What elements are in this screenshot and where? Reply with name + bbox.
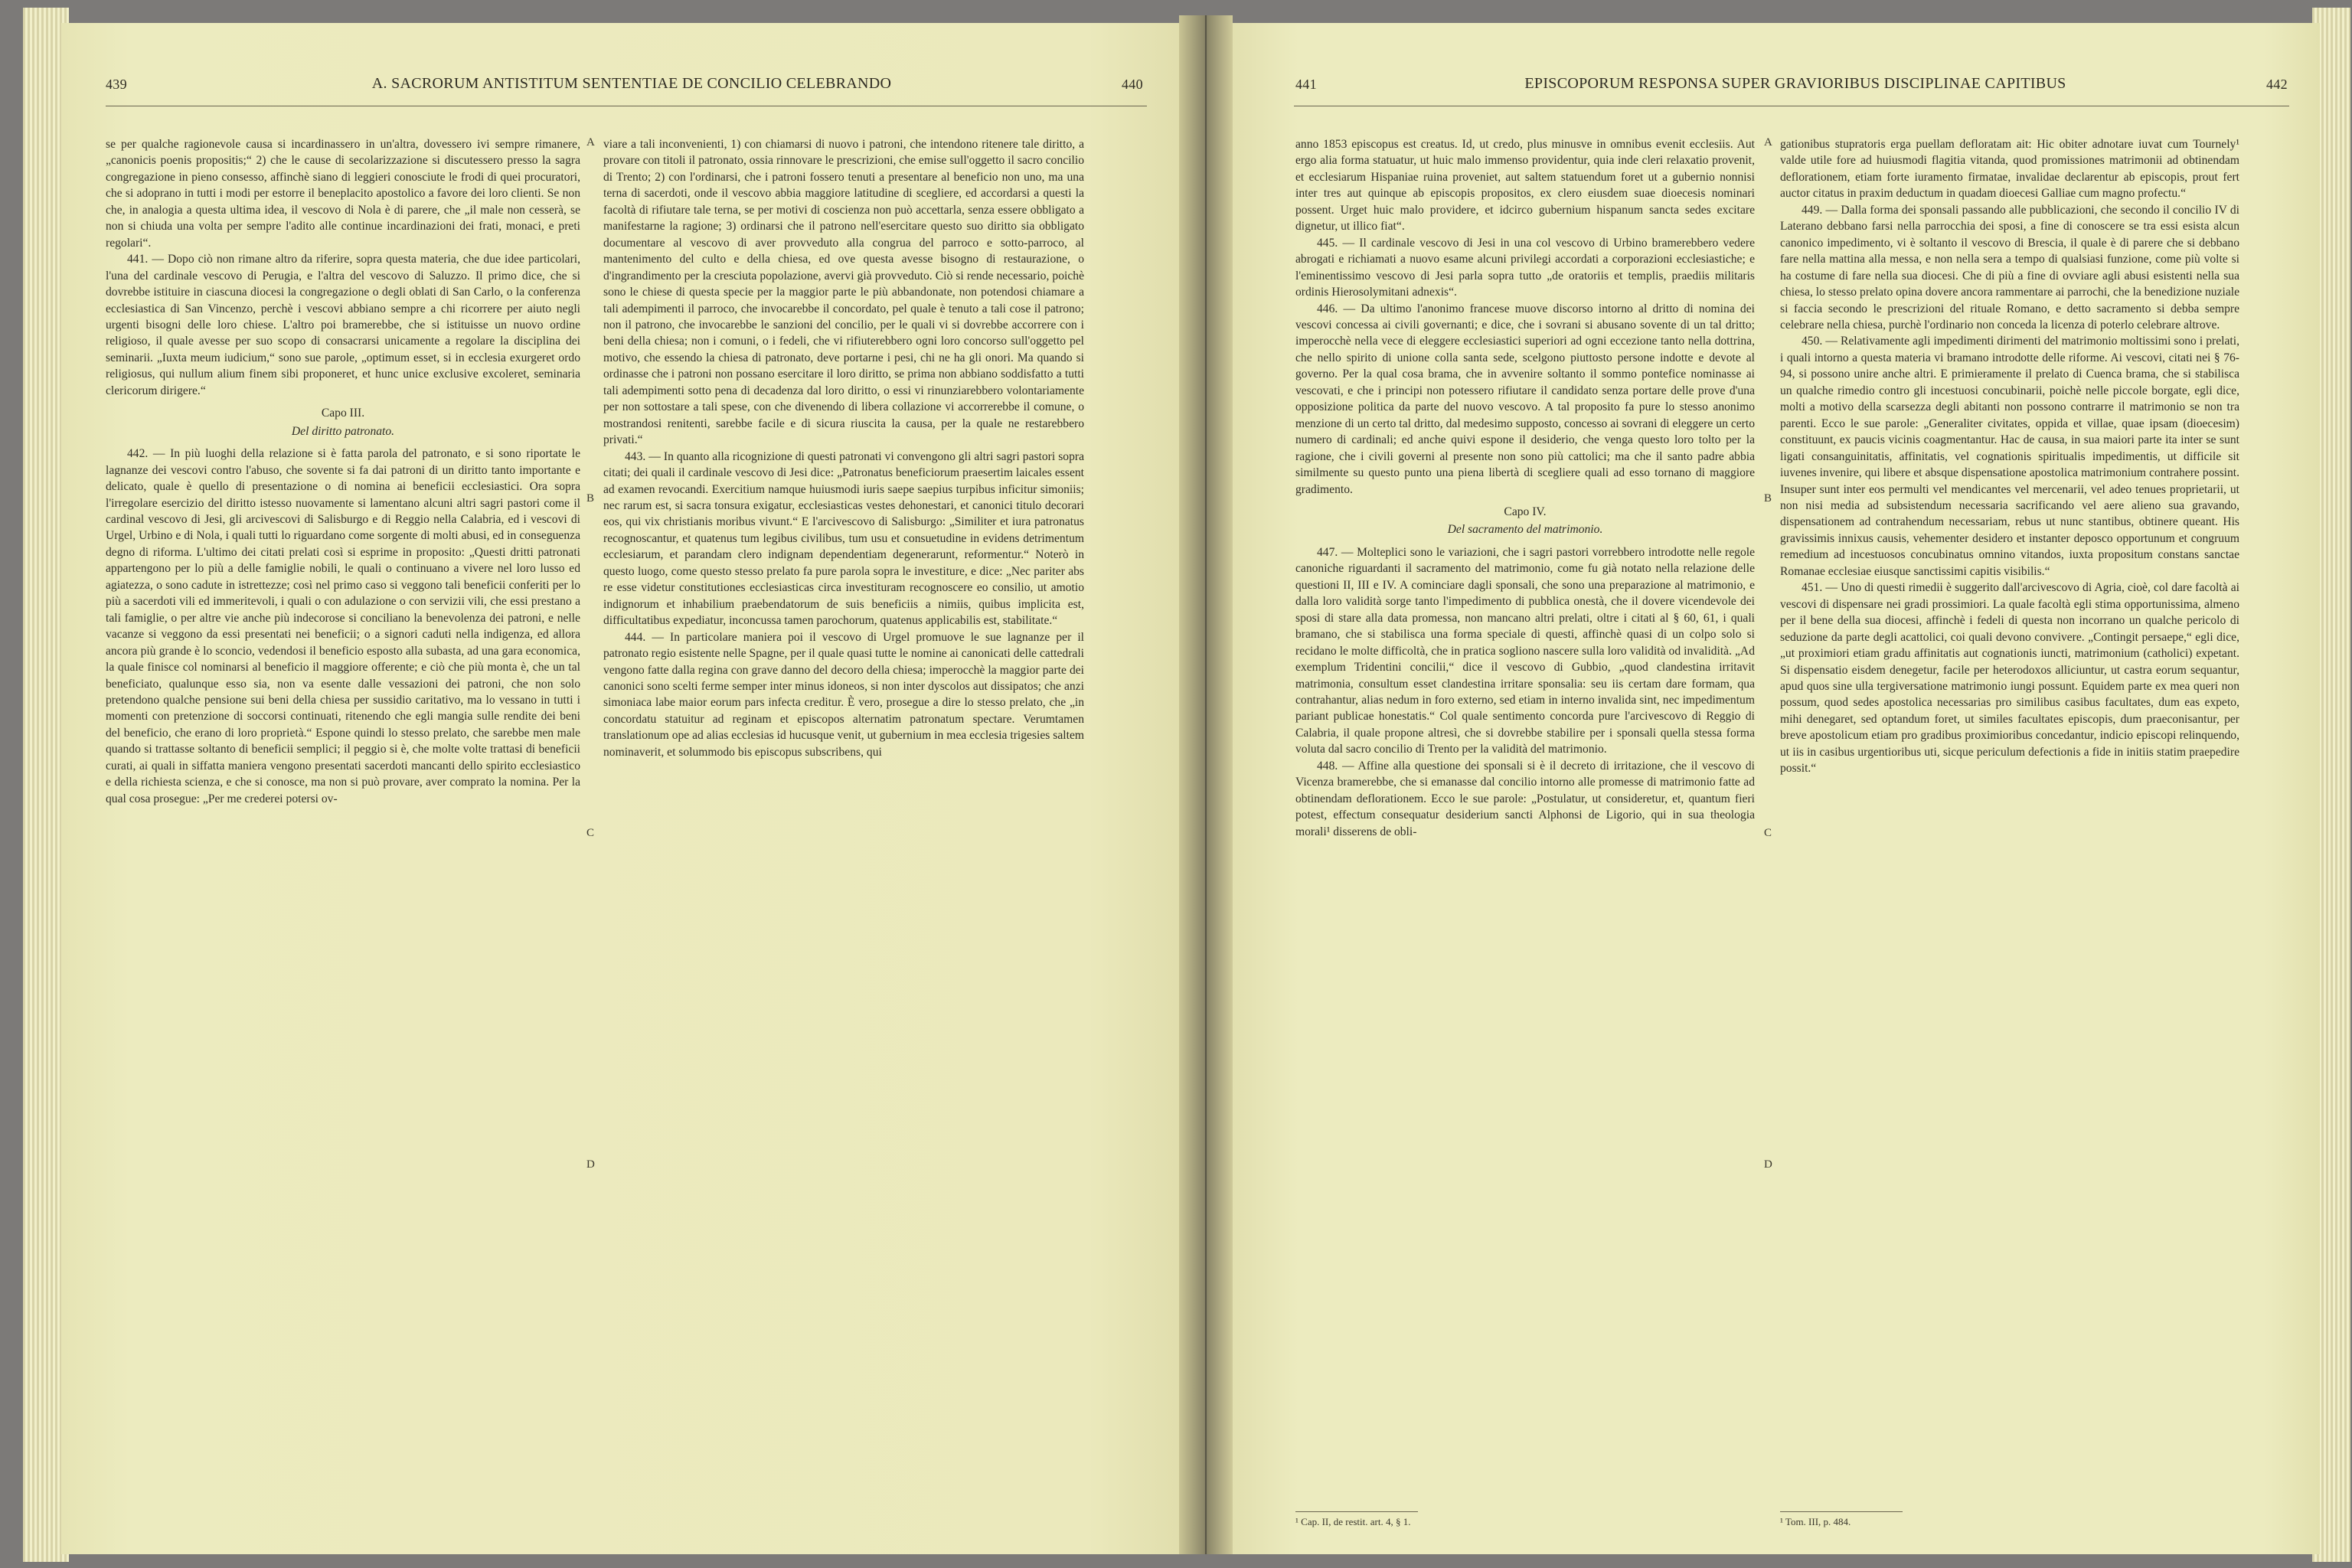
left-page-column-b bbox=[603, 136, 1084, 760]
paragraph: gationibus stupratoris erga puellam defloratam ait: Hic obiter adnotare iuvat cum Tournely¹ valde utile fore ad huiusmodi flagitia vitanda, quod promissiones matrimonii ad obtinendam deflorationem, etiam forte iuramento firmatae, invalidae declarentur ab episcopis, prout fert auctor citatus in praxim deductum in quadam dioecesi Galliae cum magno profectu.“ bbox=[1780, 138, 2239, 201]
chapter-subtitle-4: Del sacramento del matrimonio. bbox=[1447, 523, 1603, 537]
right-page bbox=[1210, 23, 2320, 1554]
footnote-right: ¹ Tom. III, p. 484. bbox=[1780, 1516, 1851, 1527]
footnote-left: ¹ Cap. II, de restit. art. 4, § 1. bbox=[1295, 1516, 1411, 1527]
paragraph-451: 451. — Uno di questi rimedii è suggerito dall'arcivescovo di Agria, cioè, col dare facoltà ai vescovi di dispensare nei gradi prossimiori. La quale facoltà egli stima opportunissima, almeno per il bene della sua diocesi, affinchè i fedeli di questa non incorrano un qualche pericolo di seduzione da parte degli acattolici, coi quali devono convivere. „Contingit persaepe,“ egli dice, „ut proximiori etiam gradu affinitatis aut cognationis iuncti, matrimonium (catholici) expetant. Si dispensatio eisdem denegetur, facile per heterodoxos alliciuntur, ut castra eorum sequantur, apud quos sine ulla tergiversatione matrimonio iungi possunt. Equidem parte ex mea queri non possum, quod sedes apostolica necessarias pro similibus casibus facultates, dum eas expeto, mihi denegaret, sed optandum foret, ut similes facultates episcopis, dum praeconisantur, per breve apostolicum etiam pro gradibus proximioribus concedantur, indicio episcopi relinquendo, ut iis in casibus urgentioribus uti, sicque periculum defectionis a fide in initiis statim praepedire possit.“ bbox=[1780, 581, 2239, 776]
running-title-left: A. SACRORUM ANTISTITUM SENTENTIAE DE CONCILIO CELEBRANDO bbox=[371, 75, 892, 92]
paragraph-450: 450. — Relativamente agli impedimenti dirimenti del matrimonio moltissimi sono i prelati, i quali intorno a questa materia vi bramano introdotte delle riforme. Ai vescovi, citati nei § 76-94, si possono unire anche altri. E primieramente il prelato di Cuenca brama, che si stabilisca un qualche rimedio contro gli incestuosi concubinarii, poichè nelle piccole borgate, egli dice, molti a motivo della scarsezza degli abitanti non possono contrarre il matrimonio se non tra parenti. Ecco le sue parole: „Generaliter civitates, oppida et villae, quae ipsam (dioecesim) constituunt, ex paucis vicinis coagmentantur. Hac de causa, in sua maiori parte ita inter se sunt ligati consanguinitatis, affinitatis, vel cognationis spiritualis impedimentis, ut difficile sit iuvenes invenire, qui libere et absque dispensatione apostolica matrimonium contrahere possint. Insuper sunt inter eos permulti vel mendicantes vel mercenarii, vel adeo tenues proprietarii, ut non nisi media ad subsistendum necessaria sacrificando vel aere alieno sua gravando, dispensationem ad contrahendum necessariam, rebus ut nunc stantibus, obtinere queant. His gravissimis innixus causis, vehementer desidero et instanter deposco opportunum et congruum remedium ad incestuosos concubinatus omnino vitandos, iuxta propositum constans sanctae Romanae ecclesiae eiusque sanctissimi capitis visibilis.“ bbox=[1780, 335, 2239, 578]
right-page-column-a bbox=[1295, 136, 1755, 840]
margin-marker-d: D bbox=[1764, 1158, 1772, 1171]
paragraph-448: 448. — Affine alla questione dei sponsali si è il decreto di irritazione, che il vescovo di Vicenza bramerebbe, che si emanasse dal concilio intorno alle promesse di matrimonio fatte ad obtinendam deflorationem. Ecco le sue parole: „Postulatur, ut consideretur, et, quantum fieri potest, effectum consequatur desiderium sancti Alphonsi de Ligorio, qui in sua theologia morali¹ disserens de obli- bbox=[1295, 759, 1755, 838]
margin-marker-a: A bbox=[586, 136, 595, 149]
running-title-right: EPISCOPORUM RESPONSA SUPER GRAVIORIBUS DISCIPLINAE CAPITIBUS bbox=[1524, 75, 2066, 92]
margin-marker-d: D bbox=[586, 1158, 595, 1171]
page-number-440: 440 bbox=[1122, 77, 1143, 92]
margin-marker-b: B bbox=[1764, 492, 1772, 505]
book-spread bbox=[23, 0, 2343, 1568]
chapter-heading-3: Capo III. bbox=[321, 407, 365, 420]
left-page-column-a bbox=[106, 136, 580, 807]
page-number-439: 439 bbox=[106, 77, 127, 92]
left-page bbox=[61, 23, 1202, 1554]
margin-marker-c: C bbox=[1764, 827, 1772, 839]
right-page-column-b bbox=[1780, 136, 2239, 777]
margin-marker-b: B bbox=[586, 492, 595, 505]
page-number-441: 441 bbox=[1295, 77, 1317, 92]
chapter-heading-4: Capo IV. bbox=[1504, 505, 1547, 518]
footnote-rule-right bbox=[1780, 1511, 1903, 1512]
paragraph-441: 441. — Dopo ciò non rimane altro da riferire, sopra questa materia, che due idee particolari, l'una del cardinale vescovo di Perugia, e l'altra del vescovo di Saluzzo. Il primo dice, che si dovrebbe istituire in ciascuna diocesi la congregazione o degli oblati di San Carlo, o la conferenza ecclesiastica di San Vincenzo, perchè i vescovi abbiano sempre a chi ricorrere per aiuto negli urgenti bisogni delle loro chiese. L'altro poi bramerebbe, che si istituisse un nuovo ordine religioso, il quale avesse per suo scopo di consacrarsi unicamente a regolare la disciplina dei seminarii. „Iuxta meum iudicium,“ sono sue parole, „optimum esset, si in ecclesia exurgeret ordo religiosus, qui nullum alium finem sibi proponeret, et hunc unice exclusive excoleret, seminaria clericorum dirigere.“ bbox=[106, 253, 580, 397]
margin-marker-a: A bbox=[1764, 136, 1772, 149]
paragraph-445: 445. — Il cardinale vescovo di Jesi in una col vescovo di Urbino bramerebbero vedere abrogati e richiamati a nuovo esame alcuni privilegi accordati a corporazioni ecclesiastiche; e l'eminentissimo vescovo di Jesi parla sopra tutto „de oratoriis et templis, praediis militaris ordinis Hierosolymitani adnexis“. bbox=[1295, 236, 1755, 299]
page-number-442: 442 bbox=[2266, 77, 2288, 92]
paragraph-444: 444. — In particolare maniera poi il vescovo di Urgel promuove le sue lagnanze per il patronato regio esistente nelle Spagne, per il quale quasi tutte le nomine ai canonicati delle cattedrali vengono fatte dalla regina con grave danno del decoro della chiesa; imperocchè la maggior parte dei canonici sono scelti ferme semper inter minus idoneos, si non inter dyscolos aut dissipatos; che anzi simoniaca labe maior eorum pars infecta creditur. È vero, prosegue a dire lo stesso prelato, che „in concordatu statuitur ad reginam et episcopos alternatim patronatum spectare. Verumtamen translationum ope ad alias ecclesias id hucusque venit, ut gubernium in mea ecclesia trigesies saltem nominaverit, et solummodo bis episcopus subscribens, qui bbox=[603, 630, 1084, 759]
paragraph: se per qualche ragionevole causa si incardinassero in un'altra, dovessero ivi sempre rimanere, „canonicis poenis propositis;“ 2) che le cause di secolarizzazione si discutessero presso la sagra congregazione in pieno consesso, affinchè siano di leggieri conosciute le frodi di quei procuratori, che si adoprano in tutti i modi per estorre il beneplacito apostolico a favore dei loro clienti. Se non che, in analogia a questa ultima idea, il vescovo di Nola è di parere, che „il male non cesserà, se non si chiuda una volta per sempre l'adito alle continue incardinazioni dei frati, monaci, e preti regolari“. bbox=[106, 138, 580, 250]
paragraph: anno 1853 episcopus est creatus. Id, ut credo, plus minusve in omnibus evenit ecclesiis. Aut ergo alia forma statuatur, ut huic malo immenso providentur, quia inde cleri relaxatio provenit, et ecclesiarum Hispaniae ruina proveniet, aut saltem statuendum foret ut a gubernio nonnisi inter tres aut quinque ab episcopis propositos, ex clero eiusdem suae dioecesis nominari possent. Urget huic malo providere, et idcirco gubernium hispanum sancta sedes excitare dignetur, ut illico fiat“. bbox=[1295, 138, 1755, 234]
left-page-header bbox=[61, 72, 1202, 103]
paragraph-443: 443. — In quanto alla ricognizione di questi patronati vi convengono gli altri sagri pastori sopra citati; dei quali il cardinale vescovo di Jesi dice: „Patronatus beneficiorum praesertim laicales essent ad examen revocandi. Exercitium namque huiusmodi iuris saepe saepius turpibus inficitur simoniis; nec rarum est, si sacra tonsura exigatur, ecclesiasticas vestes dehonestari, et canonici titulo decorari eos, qui vix christianis moribus vivunt.“ E l'arcivescovo di Salisburgo: „Similiter et iura patronatus recognoscantur, et quatenus tum legibus civilibus, tum usu et consuetudine in evidens detrimentum ecclesiarum, et parandam clero indignam dependentiam degenerarunt, reformentur.“ Noterò in questo luogo, come questo stesso prelato fa pure parola sopra le investiture, e dice: „Nec pariter abs re esse videtur constitutiones ecclesiasticas circa investituram recognoscere eo consilio, ut amotio indignorum et inhabilium praebendatorum de suis beneficiis a nimiis, quibus implicita est, difficultatibus expediatur, inconcussa tamen parochorum, quatenus applicabilis est, stabilitate.“ bbox=[603, 449, 1084, 628]
footnote-rule-left bbox=[1295, 1511, 1418, 1512]
paragraph-447: 447. — Molteplici sono le variazioni, che i sagri pastori vorrebbero introdotte nelle regole canoniche riguardanti il sacramento del matrimonio, come fu già notato nella relazione delle questioni II, III e IV. A cominciare dagli sponsali, che sono una preparazione al matrimonio, e dalla loro validità sorge tanto l'impedimento di pubblica onestà, che il dovere vicendevole dei sposi di stare alla data promessa, non mancano altri prelati, oltre i citati al § 60, 61, i quali bramano, che si stabilisca una forma speciale di questi, affinchè quasi di un colpo solo si recidano le molte difficoltà, che in pratica sogliono nascere sulla loro validità od invalidità. „Ad exemplum Tridentini concilii,“ dice il vescovo di Gubbio, „quod clandestina irritavit matrimonia, consultum esset clandestina irritare sponsalia: seu iis certam dare formam, qua contrahantur, alias nedum in foro externo, sed etiam in interno invalida sint, nec impedimentum pariant publicae honestatis.“ Col quale sentimento concorda pure l'arcivescovo di Reggio di Calabria, il quale propone altresì, che si dovrebbe stabilire per i sponsali quella stessa forma voluta dal sacro concilio di Trento per la validità del matrimonio. bbox=[1295, 545, 1755, 756]
paragraph-449: 449. — Dalla forma dei sponsali passando alle pubblicazioni, che secondo il concilio IV di Laterano debbano farsi nella parrocchia dei sposi, a fine di conoscere se tra essi esista alcun canonico impedimento, vi è soltanto il vescovo di Brescia, il quale è di parere che si debbano fare nella mattina alla messa, e non nella sera a tempo di qualsiasi funzione, come più volte si ha costume di fare nella sua diocesi. Che di più a fine di ovviare agli abusi esistenti nella sua chiesa, lo stesso prelato opina dovere ancora rammentare ai parrochi, che la benedizione nuziale si faccia secondo le prescrizioni del rituale Romano, e detto sacramento si debba sempre celebrare nella chiesa, purchè l'ordinario non conceda la licenza di poterlo celebrare altrove. bbox=[1780, 203, 2239, 332]
paragraph-442: 442. — In più luoghi della relazione si è fatta parola del patronato, e si sono riportate le lagnanze dei vescovi contro l'abuso, che sovente si fa dai patroni di un diritto tanto importante e delicato, quale è quello di presentazione o di nomina ai beneficii ecclesiastici. Ora sopra l'irregolare esercizio del diritto istesso nuovamente si lamentano alcuni altri sagri pastori come il cardinal vescovo di Jesi, gli arcivescovi di Salisburgo e di Reggio nella Calabria, ed i vescovi di Urgel, Urbino e di Nola, i quali tutti lo riguardano come sorgente di molti abusi, ed in conseguenza degno di riforma. L'ultimo dei citati prelati così si esprime in proposito: „Questi dritti patronati appartengono per lo più a delle famiglie nobili, le quali o continuano a vivere nel loro lusso ed agiatezza, o sono cadute in istrettezze; così nel primo caso si veggono tali beneficii conferiti per lo più a sacerdoti vili ed immeritevoli, i quali o con adulazione o con servizii vili, che essi prestano a tali famiglie, o per altre vie anche più indecorose si conciliano la benevolenza dei patroni, e nelle vacanze si veggono da essi presentati nei beneficii; o a signori caduti nella indigenza, ed allora ancora più grande è lo sconcio, vedendosi il beneficio esposto alla subasta, ad una gara economica, la quale finisce col nominarsi al beneficio il maggiore offerente; e ciò che più monta è, che un tal beneficiato, qualunque esso sia, non va esente dalle vessazioni dei patroni, che non solo pretendono qualche pensione sui beni della chiesa per sussidio caritativo, ma lo vessano in tutti i momenti con pretenzione di soccorsi continuati, ritenendo che egli mangia sulle rendite dei beni del beneficio, che erano di loro proprietà.“ Espone quindi lo stesso prelato, che sarebbe men male quando si trattasse soltanto di beneficii semplici; il peggio si è, che molte volte trattasi di beneficii curati, ai quali in siffatta maniera vengono presentati sacerdoti mancanti dello spirito ecclesiastico e della richiesta scienza, e che si conosce, ma non si può provare, aver comprato la nomina. Per la qual cosa prosegue: „Per me crederei potersi ov- bbox=[106, 447, 580, 805]
chapter-subtitle-3: Del diritto patronato. bbox=[291, 424, 395, 438]
book-gutter bbox=[1179, 15, 1233, 1554]
margin-marker-c: C bbox=[586, 827, 595, 839]
paragraph: viare a tali inconvenienti, 1) con chiamarsi di nuovo i patroni, che intendono ritenere tale diritto, a provare con titoli il patronato, ossia rinnovare le prescrizioni, che emise sull'oggetto il sacro concilio di Trento; 2) con l'ordinarsi, che i patroni fossero tenuti a presentare al beneficio non uno, ma una terna di sacerdoti, onde il vescovo abbia maggiore latitudine di scegliere, ed accordarsi a questi la facoltà di rifiutare tale terna, se per motivi di coscienza non può accettarla, senza essere obbligato a manifestarne la ragione; 3) ordinarsi che il patrono nell'esercitare questo suo diritto sia obbligato documentare al vescovo di aver provveduto alla congrua del parroco e sotto-parroco, al mantenimento del culto e della chiesa, ed ove questa avesse bisogno di restaurazione, o d'ingrandimento per la cresciuta popolazione, avervi già provveduto. Ciò si rende necessario, poichè sono le chiese di questa specie per la maggior parte le più abbandonate, non potendosi chiamare a tali adempimenti il parroco, che invocarebbe il concordato, pel quale è tenuto a tali cose il patrono; non il patrono, che invocarebbe le sanzioni del concilio, per le quali vi si dovrebbe accorrere con i beni della chiesa; non i comuni, o i fedeli, che vi rifiuterebbero ogni loro concorso sull'oggetto pel motivo, che essendo la chiesa di patronato, deve portarne i pesi, chi ne ha gli onori. Ma quando si ordinasse che i patroni non possano esercitare il loro diritto, se prima non abbiano soddisfatto a tutti tali adempimenti sotto pena di decadenza dal loro diritto, o essi vi rinunziarebbero volontariamente per non sottostare a tali spese, con che divenendo di libera collazione vi accorrerebbe il comune, o mostrandosi renitenti, sarebbe facile e di sicura riuscita la causa, per la quale ne restarebbero privati.“ bbox=[603, 138, 1084, 447]
paragraph-446: 446. — Da ultimo l'anonimo francese muove discorso intorno al dritto di nomina dei vescovi concessa ai civili governanti; e dice, che i sovrani si abusano sovente di un tal dritto; imperocchè nella vece di eleggere ecclesiastici superiori ad ogni eccezione tanto nella dottrina, che nello spirito di unione colla santa sede, scelgono piuttosto persone indotte e devote al governo. Per la qual cosa brama, che in avvenire soltanto il sommo pontefice nominasse ai vescovati, e che i principi non potessero rifiutare il candidato senza portare delle prove d'una opposizione politica da parte del nuovo vescovo. A tal proposito fa pure lo stesso anonimo menzione di un certo tal dritto, dal medesimo supposto, concesso ai sovrani di eleggere un certo numero di cardinali; ed anche quivi espone il desiderio, che venga questo loro tolto per la ragione, che i civili governi al presente non sono più cattolici; ma che il santo padre abbia similmente su questo punto una piena libertà di scegliere quali ad esso tornano di maggiore gradimento. bbox=[1295, 302, 1755, 496]
right-page-header bbox=[1210, 72, 2320, 103]
